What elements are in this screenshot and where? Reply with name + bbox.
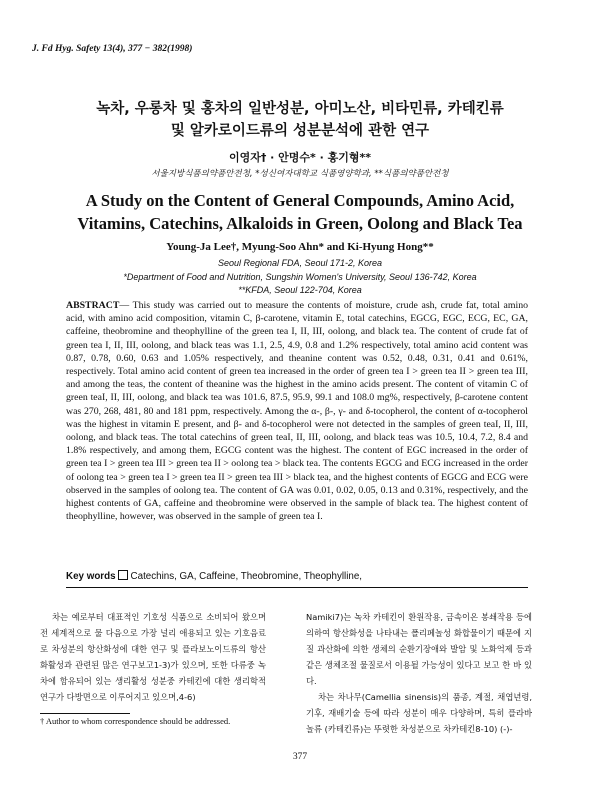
keywords-label: Key words: [66, 571, 116, 582]
left-column-paragraph: 차는 예로부터 대표적인 기호성 식품으로 소비되어 왔으며 전 세계적으로 물 다음으로 가장 널리 애용되고 있는 기호음료로 차성분의 항산화성에 대한 연구 및 플라보노이드류의 항산화활성과 관련된 많은 연구보고1-3)가 있으며, 또한 다류중 녹차에 함유되어 있는 생리활성 성분중 카테킨에 대한 생리학적 연구가 다방면으로 이루어지고 있으며,4-6): [40, 612, 266, 702]
english-title: [40, 189, 560, 235]
english-title-line-2: Vitamins, Catechins, Alkaloids in Green, Oolong and Black Tea: [77, 214, 523, 233]
right-column-paragraph-2: 차는 차나무(Camellia sinensis)의 품종, 계절, 채엽년령, 기후, 재배기술 등에 따라 성분이 매우 다양하며, 특히 플라바놀류 (카테킨류)는 뚜렷한 차성분으로 차카테킨8-10) (-)-: [306, 692, 532, 734]
korean-affiliations: 서울지방식품의약품안전청, *성신여자대학교 식품영양학과, **식품의약품안전청: [151, 169, 449, 179]
korean-authors: 이영자† · 안명수* · 홍기형**: [228, 151, 372, 164]
footnote: † Author to whom correspondence should be addressed.: [40, 716, 231, 726]
korean-title: [40, 98, 560, 142]
abstract-body: — This study was carried out to measure the contents of moisture, crude ash, crude fat, total amino acid, with amino acid composition, vitamin C, β-carotene, vitamin E, total catechins, EGCG, EGC, ECG, EC, GA, caffeine, theobromine and theophylline of the green tea I, II, III, oolong, and black tea. The content of crude fat of green tea I, II, III, oolong, and black teas was 1.1, 2.5, 4.9, 0.8 and 1.2% respectively, total amino acid content was 0.87, 0.78, 0.60, 0.63 and 1.05% respectively, and theanine content was 0.52, 0.48, 0.31, 0.41 and 0.61%, respectively. Total amino acid content of green tea increased in the order of green tea I > green tea II > green tea III, and among the teas, the content of theanine was the highest in the amino acids present. The content of vitamin C of green teaI, II, III, oolong, and black tea was 101.6, 87.5, 95.9, 99.1 and 108.0 mg%, respectively, β-carotene content was 270, 268, 481, 80 and 181 ppm, respectively. Among the α-, β-, γ- and δ-tocopherol, the content of α-tocopherol was the highest in vitamin E present, and β- and δ-tocopherol were not detected in the samples of green teaI, II, III, oolong, and black teas. The total catechins of green teaI, II, III, oolong, and black teas was 10.5, 10.4, 7.2, 8.4 and 1.8% respectively, and among them, EGCG content was the highest. The content of EGC increased in the order of green tea I > green tea III > green tea II > oolong tea > black tea. The contents EGCG and ECG increased in the order of oolong tea > green tea I > green tea II > green tea III > black tea, and the highest contents of EGCG and ECG were observed in the samples of oolong tea. The content of GA was 0.01, 0.02, 0.05, 0.13 and 0.31%, respectively, and the highest contents of GA, caffeine and theobromine were observed in the sample of black tea. The highest content of theophylline, however, was observed in the sample of green tea I.: [66, 300, 528, 523]
abstract: [66, 299, 528, 523]
abstract-heading: ABSTRACT: [66, 300, 120, 311]
english-authors: Young-Ja Lee†, Myung-Soo Ahn* and Ki-Hyung Hong**: [166, 241, 434, 253]
page-number: 377: [292, 752, 308, 762]
korean-title-line-1: 녹차, 우롱차 및 홍차의 일반성분, 아미노산, 비타민류, 카테킨류: [96, 101, 504, 117]
english-affiliations: [0, 257, 600, 298]
affiliation-2: *Department of Food and Nutrition, Sungshin Women's University, Seoul 136-742, Korea: [123, 271, 477, 282]
affiliation-3: **KFDA, Seoul 122-704, Korea: [238, 285, 362, 295]
footnote-divider: [40, 713, 130, 714]
body-left-column: [40, 609, 266, 705]
korean-title-line-2: 및 알카로이드류의 성분분석에 관한 연구: [170, 123, 430, 139]
body-right-column: [306, 609, 532, 737]
english-title-line-1: A Study on the Content of General Compounds, Amino Acid,: [85, 191, 515, 210]
checkbox-square-icon: [118, 570, 128, 580]
keywords: [66, 570, 528, 582]
keywords-text: Catechins, GA, Caffeine, Theobromine, Theophylline,: [130, 571, 362, 582]
right-column-paragraph-1: Namiki7)는 녹차 카테킨이 환원작용, 금속이온 봉쇄작용 등에 의하여 항산화성을 나타내는 폴리페놀성 화합물이기 때문에 지질 과산화에 의한 생체의 순환기장애와 발암 및 노화억제 등과 같은 생체조절 물질로서 이용될 가능성이 있다고 보고 한 바 있다.: [306, 612, 532, 686]
journal-citation: J. Fd Hyg. Safety 13(4), 377 − 382(1998): [32, 44, 193, 54]
affiliation-1: Seoul Regional FDA, Seoul 171-2, Korea: [217, 258, 383, 268]
section-divider: [66, 587, 528, 588]
